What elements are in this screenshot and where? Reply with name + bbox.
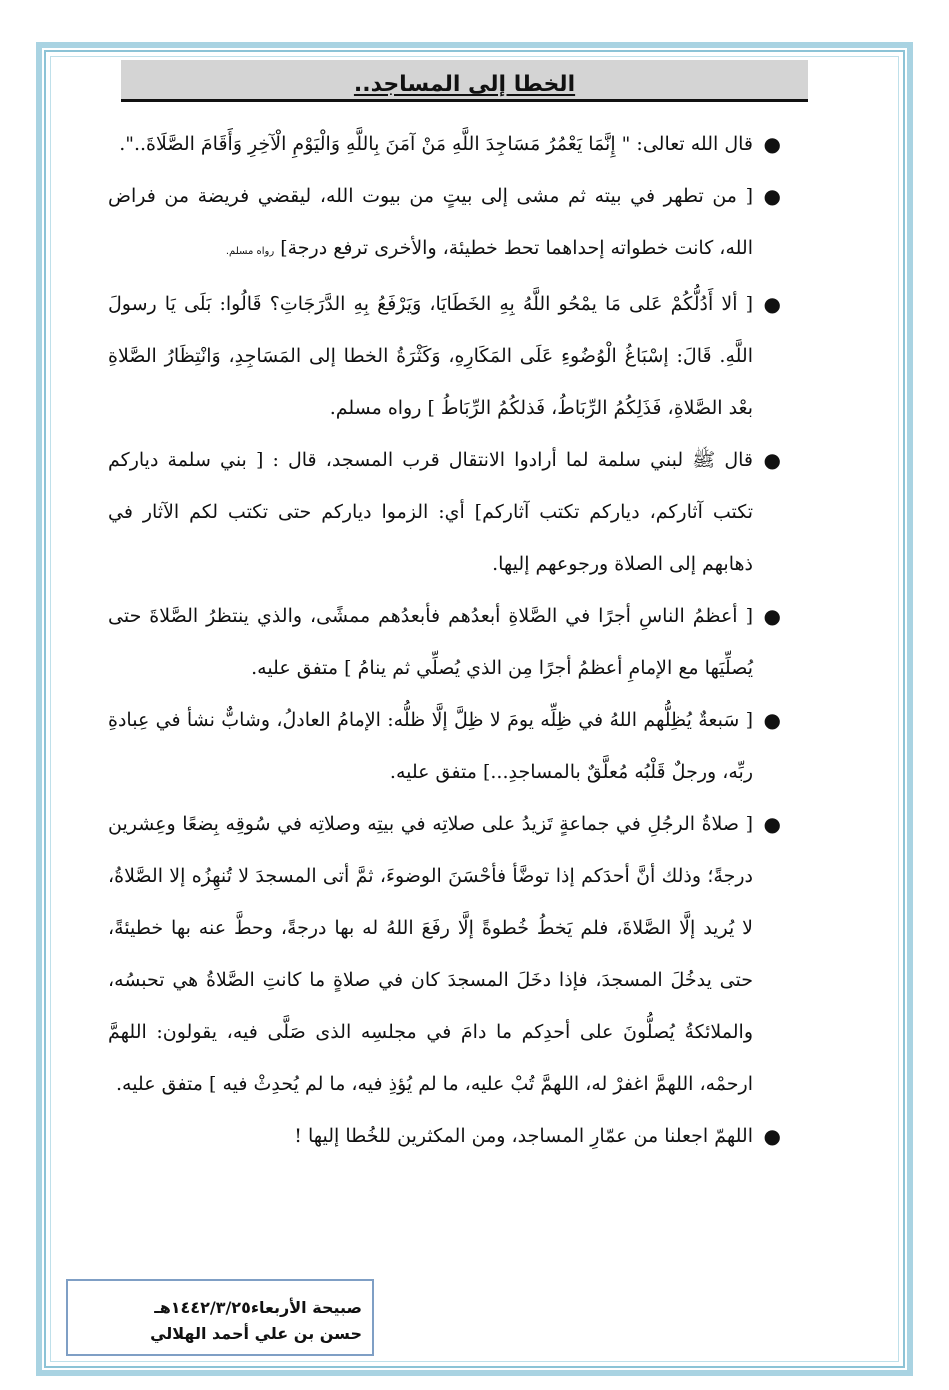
bullet-icon: ● — [763, 812, 781, 836]
bullet-icon: ● — [763, 292, 781, 316]
bullet-item — [108, 170, 783, 278]
bullet-item — [108, 798, 783, 1110]
item-text: [ أعظمُ الناسِ أجرًا في الصَّلاةِ أبعدُهم فأبعدُهم ممشًى، والذي ينتظرُ الصَّلاةَ حتى يُصلِّيَها مع الإمامِ أعظمُ أجرًا مِن الذي يُصلِّي ثم ينامُ ] متفق عليه. — [108, 605, 753, 679]
bullet-icon: ● — [763, 448, 781, 472]
item-text: [ صلاةُ الرجُلِ في جماعةٍ تَزيدُ على صلاتِه في بيتِه وصلاتِه في سُوقِه بِضعًا وعِشرين درجةً؛ وذلك أنَّ أحدَكم إذا توضَّأ فأحْسَنَ الوضوءَ، ثمَّ أتى المسجدَ لا تُنهِزُه إلا الصَّلاةُ، لا يُريد إلَّا الصَّلاةَ، فلم يَخطُ خُطوةً إلَّا رفَعَ اللهُ له بها درجةً، وحطَّ عنه بها خطيئةً، حتى يدخُلَ المسجدَ، فإذا دخَلَ المسجدَ كان في صلاةٍ ما كانتِ الصَّلاةُ هي تحبسُه، والملائكةُ يُصلُّونَ على أحدِكم ما دامَ في مجلسِه الذى صَلَّى فيه، يقولون: اللهمَّ ارحمْه، اللهمَّ اغفرْ له، اللهمَّ تُبْ عليه، ما لم يُؤذِ فيه، ما لم يُحدِثْ فيه ] متفق عليه. — [108, 813, 753, 1095]
item-text: [ من تطهر في بيته ثم مشى إلى بيتٍ من بيوت الله، ليقضي فريضة من فراض الله، كانت خطواته إحداهما تحط خطيئة، والأخرى ترفع درجة] — [108, 185, 753, 259]
title-banner — [121, 60, 808, 102]
bullet-item — [108, 278, 783, 434]
item-text: قال ﷺ لبني سلمة لما أرادوا الانتقال قرب المسجد، قال : [ بني سلمة دياركم تكتب آثاركم، دياركم تكتب آثاركم] أي: الزموا دياركم حتى تكتب لكم الآثار في ذهابهم إلى الصلاة ورجوعهم إليها. — [108, 449, 753, 575]
article-body — [108, 118, 783, 1162]
bullet-item — [108, 694, 783, 798]
item-text: [ ألا أَدُلُّكُمْ عَلى مَا يمْحُو اللَّهُ بِهِ الخَطَايَا، وَيَرْفَعُ بِهِ الدَّرَجَاتِ؟ قَالُوا: بَلَى يَا رسولَ اللَّهِ. قَالَ: إسْبَاغُ الْوُضُوءِ عَلَى المَكَارِهِ، وَكَثْرَةُ الخطا إلى المَسَاجِدِ، وَانْتِظَارُ الصَّلاةِ بعْد الصَّلاةِ، فَذَلِكُمُ الرِّبَاطُ، فَذلكُمُ الرِّبَاطُ ] رواه مسلم. — [108, 293, 753, 419]
signature-author: حسن بن علي أحمد الهلالي — [150, 1324, 362, 1343]
item-text: قال الله تعالى: " إِنَّمَا يَعْمُرُ مَسَاجِدَ اللَّهِ مَنْ آمَنَ بِاللَّهِ وَالْيَوْمِ الْآخِرِ وَأَقَامَ الصَّلَاةَ..". — [119, 133, 753, 155]
bullet-icon: ● — [763, 184, 781, 208]
bullet-icon: ● — [763, 132, 781, 156]
item-text: اللهمّ اجعلنا من عمّارِ المساجد، ومن المكثرين للخُطا إليها ! — [294, 1125, 753, 1147]
signature-box — [66, 1279, 374, 1356]
bullet-item — [108, 590, 783, 694]
signature-date: صبيحة الأربعاء١٤٤٢/٣/٢٥هـ — [154, 1298, 362, 1317]
bullet-item — [108, 118, 783, 170]
bullet-icon: ● — [763, 1124, 781, 1148]
item-source: رواه مسلم. — [225, 246, 275, 257]
item-text: [ سَبعةٌ يُظِلُّهم اللهُ في ظِلِّه يومَ لا ظِلَّ إلَّا ظلُّه: الإمامُ العادلُ، وشابٌّ نشأ في عِبادةِ ربِّه، ورجلٌ قَلْبُه مُعلَّقٌ بالمساجدِ...] متفق عليه. — [108, 709, 753, 783]
bullet-item — [108, 434, 783, 590]
bullet-icon: ● — [763, 708, 781, 732]
bullet-item — [108, 1110, 783, 1162]
page-title: الخطا إلى المساجد.. — [353, 72, 576, 97]
bullet-icon: ● — [763, 604, 781, 628]
